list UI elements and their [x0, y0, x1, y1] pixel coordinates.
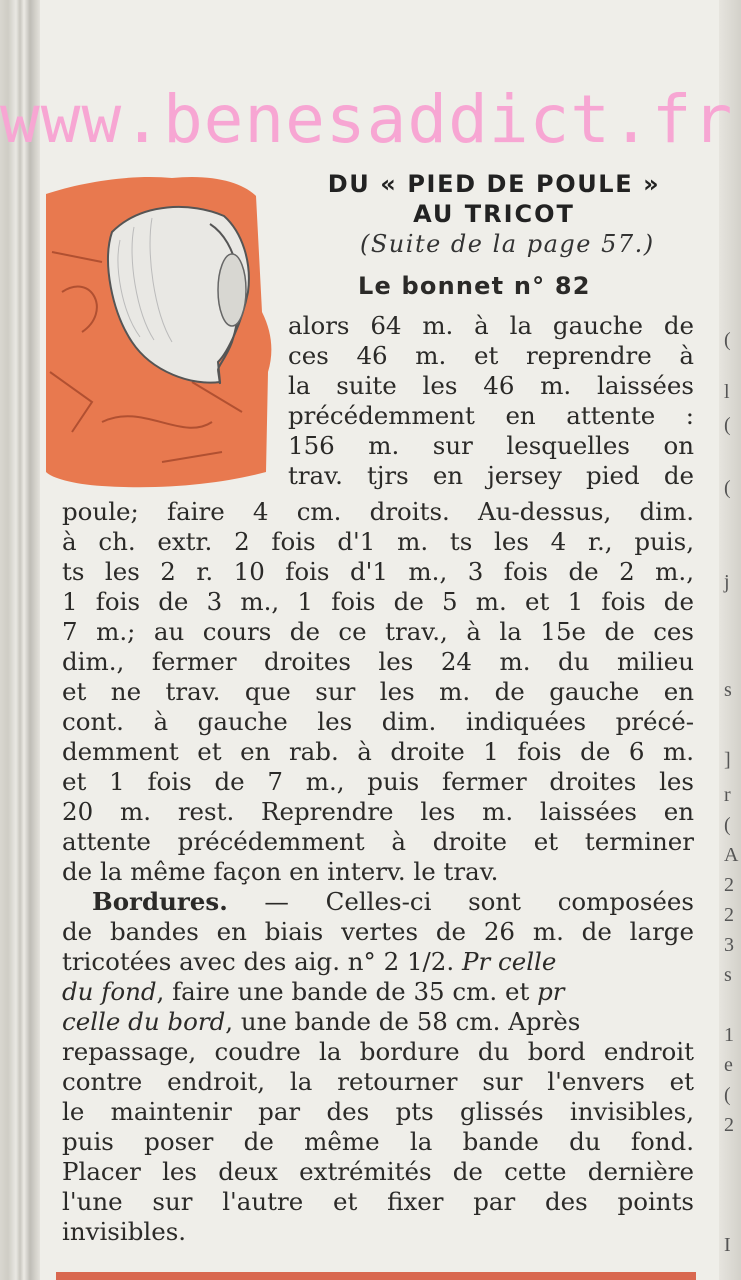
body-line: 20 m. rest. Reprendre les m. laissées en [62, 797, 694, 826]
bordures-line: invisibles. [62, 1217, 187, 1246]
next-column-fragment: I [724, 1234, 731, 1256]
bordures-line: celle du bord, une bande de 58 cm. Après [62, 1007, 581, 1036]
bordures-line: de bandes en biais vertes de 26 m. de large [62, 917, 694, 946]
next-column-fragment: 2 [724, 874, 734, 896]
body-line: 7 m.; au cours de ce trav., à la 15e de ces [62, 617, 694, 646]
next-column-fragment: ( [724, 414, 731, 436]
next-column-fragment: ] [724, 749, 731, 771]
bordures-line: puis poser de même la bande du fond. [62, 1127, 694, 1156]
body-line: de la même façon en interv. le trav. [62, 857, 499, 886]
article-title-line-2: AU TRICOT [413, 200, 575, 228]
body-line: poule; faire 4 cm. droits. Au-dessus, dim. [62, 497, 694, 526]
body-line: la suite les 46 m. laissées [288, 371, 694, 400]
bottom-color-bar [56, 1272, 696, 1280]
article-title-line-1: DU « PIED DE POULE » [327, 170, 661, 198]
page-binding-edge [0, 0, 40, 1280]
next-column-fragment: e [724, 1054, 733, 1076]
bordures-line: du fond, faire une bande de 35 cm. et pr [62, 977, 565, 1006]
bordures-line: Placer les deux extrémités de cette dernière [62, 1157, 694, 1186]
bordures-line: repassage, coudre la bordure du bord endroit [62, 1037, 694, 1066]
section-subheading: Le bonnet n° 82 [358, 272, 591, 300]
body-line: alors 64 m. à la gauche de [288, 311, 694, 340]
next-column-fragment: r [724, 784, 731, 806]
bordures-line: tricotées avec des aig. n° 2 1/2. Pr celle [62, 947, 557, 976]
continued-from-note: (Suite de la page 57.) [360, 230, 655, 258]
body-line: et 1 fois de 7 m., puis fermer droites les [62, 767, 694, 796]
next-column-fragment: A [724, 844, 739, 866]
body-line: à ch. extr. 2 fois d'1 m. ts les 4 r., puis, [62, 527, 694, 556]
next-column-fragment: s [724, 679, 732, 701]
body-line: 1 fois de 3 m., 1 fois de 5 m. et 1 fois de [62, 587, 694, 616]
next-column-fragment: ( [724, 477, 731, 499]
next-column-fragment: ( [724, 329, 731, 351]
bordures-label: Bordures. [92, 887, 228, 916]
watermark-text: www.benesaddict.fr [0, 81, 734, 158]
next-column-fragment: s [724, 964, 732, 986]
body-line: trav. tjrs en jersey pied de [288, 461, 694, 490]
next-column-fragment: 3 [724, 934, 734, 956]
body-line: demment et en rab. à droite 1 fois de 6 m. [62, 737, 694, 766]
body-line: ts les 2 r. 10 fois d'1 m., 3 fois de 2 m., [62, 557, 694, 586]
body-line: attente précédemment à droite et terminer [62, 827, 694, 856]
next-column-fragment: ( [724, 1084, 731, 1106]
body-line: et ne trav. que sur les m. de gauche en [62, 677, 694, 706]
body-line: 156 m. sur lesquelles on [288, 431, 694, 460]
next-column-fragment: l [724, 381, 730, 403]
next-column-fragment: j [724, 571, 730, 593]
body-line: précédemment en attente : [288, 401, 694, 430]
bordures-line: Bordures. — Celles-ci sont composées [92, 887, 694, 916]
next-column-fragment: 2 [724, 904, 734, 926]
body-line: ces 46 m. et reprendre à [288, 341, 694, 370]
bordures-line: contre endroit, la retourner sur l'envers et [62, 1067, 694, 1096]
next-column-fragment: 1 [724, 1024, 734, 1046]
bonnet-illustration [42, 172, 274, 492]
body-line: dim., fermer droites les 24 m. du milieu [62, 647, 694, 676]
next-column-edge [719, 0, 741, 1280]
next-column-fragment: ( [724, 814, 731, 836]
next-column-fragment: 2 [724, 1114, 734, 1136]
bordures-line: l'une sur l'autre et fixer par des points [62, 1187, 694, 1216]
bordures-line: le maintenir par des pts glissés invisibles, [62, 1097, 694, 1126]
body-line: cont. à gauche les dim. indiquées précé- [62, 707, 694, 736]
